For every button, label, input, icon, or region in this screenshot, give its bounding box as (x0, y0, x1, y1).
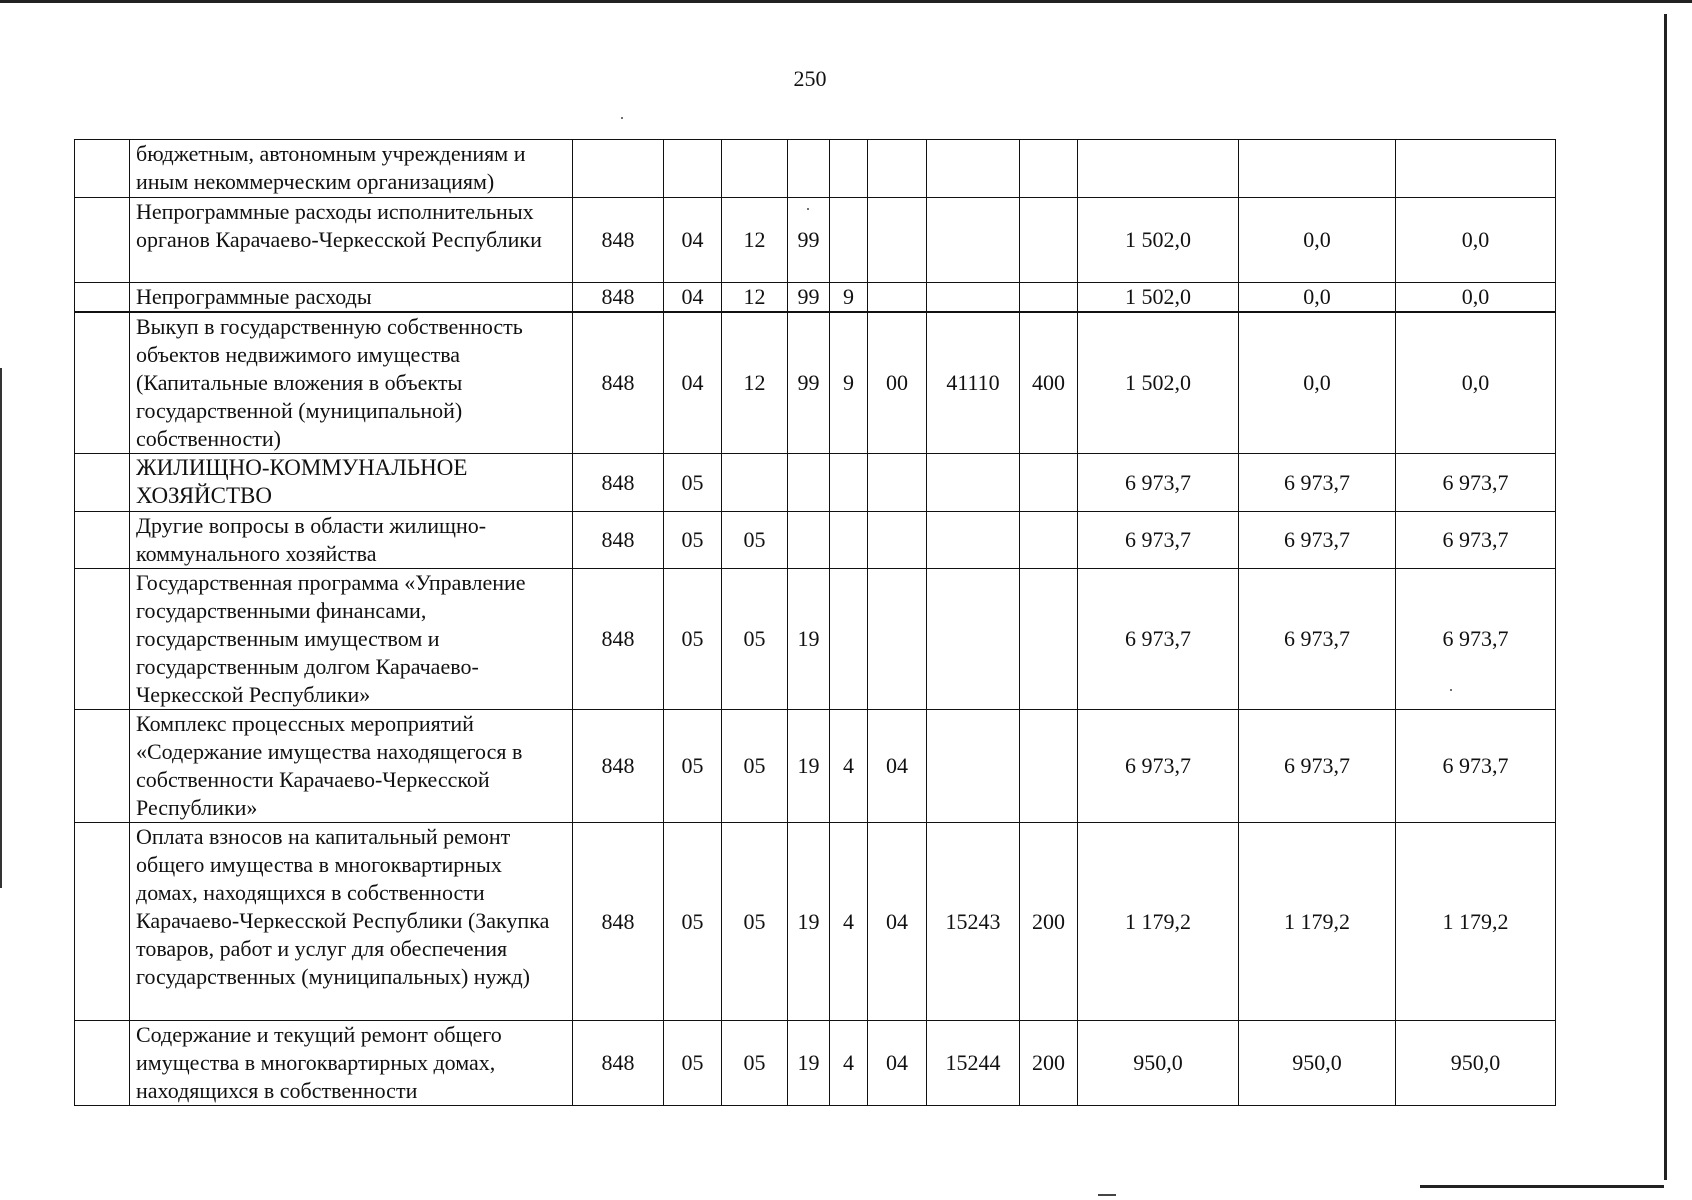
row-number-cell (75, 823, 130, 1021)
event-code-cell (868, 198, 927, 283)
subprogram-code-cell: 4 (830, 823, 868, 1021)
amount-year3-cell: 6 973,7 (1396, 710, 1556, 823)
amount-year3-cell: 6 973,7 (1396, 512, 1556, 569)
section-code-cell: 05 (664, 1021, 722, 1106)
subsection-code-cell: 05 (722, 512, 788, 569)
subsection-code-cell (722, 140, 788, 198)
subsection-code-cell: 12 (722, 283, 788, 313)
event-code-cell (868, 283, 927, 313)
row-number-cell (75, 312, 130, 454)
expense-type-cell: 200 (1020, 823, 1078, 1021)
table-row (75, 710, 1556, 823)
budget-table (74, 139, 1556, 1106)
program-code-cell: 99 (788, 312, 830, 454)
amount-year3-cell: 0,0 (1396, 198, 1556, 283)
row-number-cell (75, 198, 130, 283)
amount-year1-cell (1078, 140, 1239, 198)
subsection-code-cell: 05 (722, 569, 788, 710)
ministry-code-cell: 848 (573, 1021, 664, 1106)
direction-code-cell (927, 198, 1020, 283)
table-row (75, 454, 1556, 512)
amount-year2-cell: 1 179,2 (1239, 823, 1396, 1021)
row-number-cell (75, 710, 130, 823)
amount-year2-cell: 0,0 (1239, 198, 1396, 283)
program-code-cell (788, 454, 830, 512)
table-row (75, 283, 1556, 313)
scan-edge-right (1664, 14, 1667, 1180)
amount-year3-cell: 6 973,7 (1396, 569, 1556, 710)
ministry-code-cell: 848 (573, 569, 664, 710)
section-code-cell: 05 (664, 823, 722, 1021)
ministry-code-cell: 848 (573, 198, 664, 283)
description-cell: Другие вопросы в области жилищно-коммунального хозяйства (130, 512, 573, 569)
section-code-cell: 04 (664, 198, 722, 283)
event-code-cell: 04 (868, 823, 927, 1021)
amount-year1-cell: 1 502,0 (1078, 312, 1239, 454)
subsection-code-cell: 05 (722, 710, 788, 823)
section-code-cell: 05 (664, 454, 722, 512)
row-number-cell (75, 512, 130, 569)
expense-type-cell (1020, 198, 1078, 283)
description-cell: ЖИЛИЩНО-КОММУНАЛЬНОЕ ХОЗЯЙСТВО (130, 454, 573, 512)
program-code-cell (788, 512, 830, 569)
amount-year3-cell: 6 973,7 (1396, 454, 1556, 512)
program-code-cell: 19 (788, 1021, 830, 1106)
amount-year2-cell: 0,0 (1239, 283, 1396, 313)
ministry-code-cell: 848 (573, 823, 664, 1021)
row-number-cell (75, 140, 130, 198)
amount-year2-cell: 6 973,7 (1239, 454, 1396, 512)
event-code-cell (868, 512, 927, 569)
section-code-cell: 05 (664, 512, 722, 569)
amount-year1-cell: 6 973,7 (1078, 710, 1239, 823)
subprogram-code-cell: 9 (830, 312, 868, 454)
row-number-cell (75, 283, 130, 313)
table-row (75, 569, 1556, 710)
expense-type-cell: 200 (1020, 1021, 1078, 1106)
amount-year3-cell: 1 179,2 (1396, 823, 1556, 1021)
subprogram-code-cell (830, 198, 868, 283)
amount-year1-cell: 1 502,0 (1078, 283, 1239, 313)
subprogram-code-cell: 9 (830, 283, 868, 313)
amount-year3-cell: 0,0 (1396, 312, 1556, 454)
program-code-cell: 19 (788, 823, 830, 1021)
ministry-code-cell: 848 (573, 454, 664, 512)
page-number: 250 (793, 66, 827, 91)
event-code-cell: 04 (868, 1021, 927, 1106)
row-number-cell (75, 569, 130, 710)
amount-year2-cell: 0,0 (1239, 312, 1396, 454)
table-row (75, 512, 1556, 569)
expense-type-cell (1020, 454, 1078, 512)
amount-year2-cell: 950,0 (1239, 1021, 1396, 1106)
table-row (75, 198, 1556, 283)
amount-year2-cell: 6 973,7 (1239, 569, 1396, 710)
table-row (75, 823, 1556, 1021)
table-row (75, 312, 1556, 454)
direction-code-cell (927, 283, 1020, 313)
section-code-cell: 05 (664, 710, 722, 823)
description-cell: Государственная программа «Управление государственными финансами, государственным имуществом и государственным долгом Карачаево-Черкесской Республики» (130, 569, 573, 710)
amount-year3-cell (1396, 140, 1556, 198)
subprogram-code-cell (830, 569, 868, 710)
expense-type-cell (1020, 512, 1078, 569)
amount-year3-cell: 0,0 (1396, 283, 1556, 313)
program-code-cell: 19 (788, 710, 830, 823)
amount-year1-cell: 1 179,2 (1078, 823, 1239, 1021)
direction-code-cell (927, 140, 1020, 198)
table-row (75, 1021, 1556, 1106)
program-code-cell (788, 140, 830, 198)
amount-year2-cell: 6 973,7 (1239, 710, 1396, 823)
amount-year2-cell: 6 973,7 (1239, 512, 1396, 569)
description-cell: Выкуп в государственную собственность объектов недвижимого имущества (Капитальные вложения в объекты государственной (муниципальной) собственности) (130, 312, 573, 454)
ministry-code-cell: 848 (573, 710, 664, 823)
expense-type-cell (1020, 140, 1078, 198)
description-cell: Оплата взносов на капитальный ремонт общего имущества в многоквартирных домах, находящихся в собственности Карачаево-Черкесской Республики (Закупка товаров, работ и услуг для обеспечения государственных (муниципальных) нужд) (130, 823, 573, 1021)
amount-year1-cell: 6 973,7 (1078, 512, 1239, 569)
direction-code-cell (927, 454, 1020, 512)
program-code-cell: 99 (788, 283, 830, 313)
amount-year1-cell: 6 973,7 (1078, 454, 1239, 512)
ministry-code-cell: 848 (573, 312, 664, 454)
event-code-cell: 00 (868, 312, 927, 454)
direction-code-cell: 41110 (927, 312, 1020, 454)
subsection-code-cell: 05 (722, 823, 788, 1021)
row-number-cell (75, 1021, 130, 1106)
direction-code-cell (927, 569, 1020, 710)
description-cell: Комплекс процессных мероприятий «Содержание имущества находящегося в собственности Карачаево-Черкесской Республики» (130, 710, 573, 823)
table-row (75, 140, 1556, 198)
scan-edge-bottom (1420, 1185, 1664, 1188)
description-cell: Содержание и текущий ремонт общего имущества в многоквартирных домах, находящихся в собственности (130, 1021, 573, 1106)
subprogram-code-cell: 4 (830, 1021, 868, 1106)
event-code-cell: 04 (868, 710, 927, 823)
event-code-cell (868, 569, 927, 710)
ministry-code-cell (573, 140, 664, 198)
scan-edge-top (0, 0, 1692, 3)
subprogram-code-cell (830, 454, 868, 512)
description-cell: Непрограммные расходы исполнительных органов Карачаево-Черкесской Республики (130, 198, 573, 283)
amount-year1-cell: 950,0 (1078, 1021, 1239, 1106)
section-code-cell: 05 (664, 569, 722, 710)
direction-code-cell (927, 710, 1020, 823)
stray-dot (621, 117, 623, 119)
expense-type-cell (1020, 283, 1078, 313)
scan-edge-left (0, 368, 2, 888)
subprogram-code-cell: 4 (830, 710, 868, 823)
ministry-code-cell: 848 (573, 512, 664, 569)
section-code-cell: 04 (664, 283, 722, 313)
amount-year1-cell: 6 973,7 (1078, 569, 1239, 710)
ministry-code-cell: 848 (573, 283, 664, 313)
expense-type-cell (1020, 710, 1078, 823)
expense-type-cell (1020, 569, 1078, 710)
direction-code-cell: 15244 (927, 1021, 1020, 1106)
row-number-cell (75, 454, 130, 512)
subsection-code-cell: 12 (722, 198, 788, 283)
amount-year1-cell: 1 502,0 (1078, 198, 1239, 283)
subsection-code-cell: 12 (722, 312, 788, 454)
amount-year2-cell (1239, 140, 1396, 198)
section-code-cell: 04 (664, 312, 722, 454)
direction-code-cell (927, 512, 1020, 569)
event-code-cell (868, 454, 927, 512)
direction-code-cell: 15243 (927, 823, 1020, 1021)
amount-year3-cell: 950,0 (1396, 1021, 1556, 1106)
subsection-code-cell (722, 454, 788, 512)
section-code-cell (664, 140, 722, 198)
subsection-code-cell: 05 (722, 1021, 788, 1106)
subprogram-code-cell (830, 512, 868, 569)
description-cell: Непрограммные расходы (130, 283, 573, 313)
event-code-cell (868, 140, 927, 198)
scan-mark (1098, 1194, 1116, 1196)
description-cell: бюджетным, автономным учреждениям и иным некоммерческим организациям) (130, 140, 573, 198)
subprogram-code-cell (830, 140, 868, 198)
program-code-cell: 19 (788, 569, 830, 710)
expense-type-cell: 400 (1020, 312, 1078, 454)
program-code-cell: 99 (788, 198, 830, 283)
